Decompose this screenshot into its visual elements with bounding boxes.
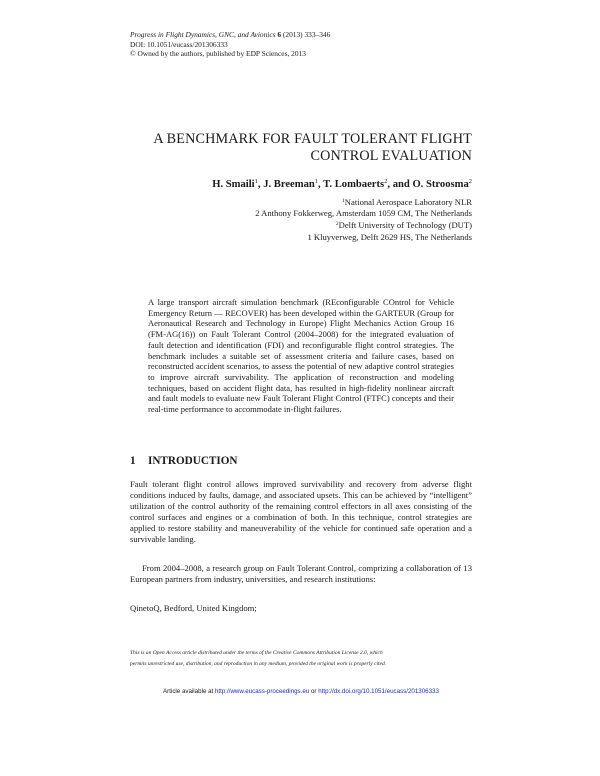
journal-pages: (2013) 333–346 — [282, 30, 331, 39]
journal-name: Progress in Flight Dynamics, GNC, and Avionics — [130, 30, 276, 39]
affiliation-2-address: 1 Kluyverweg, Delft 2629 HS, The Netherlands — [307, 231, 472, 242]
author-name: J. Breeman — [263, 179, 315, 190]
author-affiliation-mark: 1 — [254, 178, 258, 185]
affiliation-1-address: 2 Anthony Fokkerweg, Amsterdam 1059 CM, The Netherlands — [255, 208, 472, 219]
author-separator: , and — [387, 179, 413, 190]
license-line-1: This is an Open Access article distributed under the terms of the Creative Commons Attribution License 2.0, which — [130, 650, 383, 656]
affiliation-1-name — [130, 196, 472, 208]
affiliations — [130, 196, 472, 243]
availability-or: or — [309, 688, 319, 695]
proceedings-link[interactable]: http://www.eucass-proceedings.eu — [214, 688, 310, 695]
section-title: INTRODUCTION — [148, 455, 238, 467]
license-footnote — [130, 648, 472, 669]
author-separator: , — [257, 179, 264, 190]
affiliation-institution: Delft University of Technology (DUT) — [338, 220, 472, 231]
journal-volume: 6 — [277, 30, 282, 39]
journal-header — [130, 30, 330, 59]
availability-line — [130, 688, 472, 695]
author-affiliation-mark: 1 — [314, 178, 319, 185]
abstract: A large transport aircraft simulation benchmark (REconfigurable COntrol for Vehicle Emergency Return — RECOVER) has been developed within the GARTEUR (Group for Aeronautical Research and Technology in Europe) Flight Mechanics Action Group 16 (FM-AG(16)) on Fault Tolerant Control (2004–2008) for the integrated evaluation of fault detection and identification (FDI) and reconfigurable flight control strategies. The benchmark includes a suitable set of assessment criteria and failure cases, based on reconstructed accident scenarios, to assess the potential of new adaptive control strategies to improve aircraft survivability. The application of reconstruction and modeling techniques, based on accident flight data, has resulted in high-fidelity nonlinear aircraft and fault models to evaluate new Fault Tolerant Flight Control (FTFC) concepts and their real-time performance to accommodate in-flight failures. — [148, 297, 454, 415]
author-affiliation-mark: 2 — [468, 178, 472, 185]
author-separator: , — [318, 179, 324, 190]
author-affiliation-mark: 2 — [384, 178, 388, 185]
author-name: O. Stroosma — [412, 179, 469, 190]
author-list — [130, 178, 472, 190]
affiliation-institution: National Aerospace Laboratory NLR — [344, 197, 472, 207]
paper-title — [130, 131, 472, 164]
intro-paragraph-2: From 2004–2008, a research group on Fault Tolerant Control, comprizing a collaboration of 13 European partners from industry, universities, and research institutions: — [130, 563, 472, 584]
author-name: T. Lombaerts — [323, 179, 385, 190]
license-line-2: permits unrestricted use, distribution, and reproduction in any medium, provided the original work is properly cited. — [130, 660, 387, 667]
affiliation-2-name — [130, 219, 472, 231]
partner-list-item: QinetoQ, Bedford, United Kingdom; — [130, 603, 257, 613]
affiliation-number: 2 — [335, 221, 339, 228]
title-line-2: CONTROL EVALUATION — [310, 147, 472, 164]
title-line-1: A BENCHMARK FOR FAULT TOLERANT FLIGHT — [153, 131, 472, 147]
affiliation-number: 1 — [342, 198, 345, 204]
section-heading — [130, 455, 238, 467]
copyright-line: © Owned by the authors, published by EDP Sciences, 2013 — [130, 49, 306, 59]
doi-line: DOI: 10.1051/eucass/201306333 — [130, 39, 228, 49]
doi-link[interactable]: http://dx.doi.org/10.1051/eucass/201306333 — [318, 688, 439, 695]
author-name: H. Smaili — [212, 179, 255, 190]
availability-prefix: Article available at — [163, 688, 215, 695]
section-number: 1 — [130, 455, 136, 467]
citation-line — [130, 30, 330, 40]
intro-paragraph-1: Fault tolerant flight control allows improved survivability and recovery from adverse flight conditions induced by faults, damage, and associated upsets. This can be achieved by “intelligent” utilization of the control authority of the remaining control effectors in all axes consisting of the control surfaces and engines or a combination of both. In this technique, control strategies are applied to restore stability and maneuverability of the vehicle for continued safe operation and a survivable landing. — [130, 479, 472, 544]
